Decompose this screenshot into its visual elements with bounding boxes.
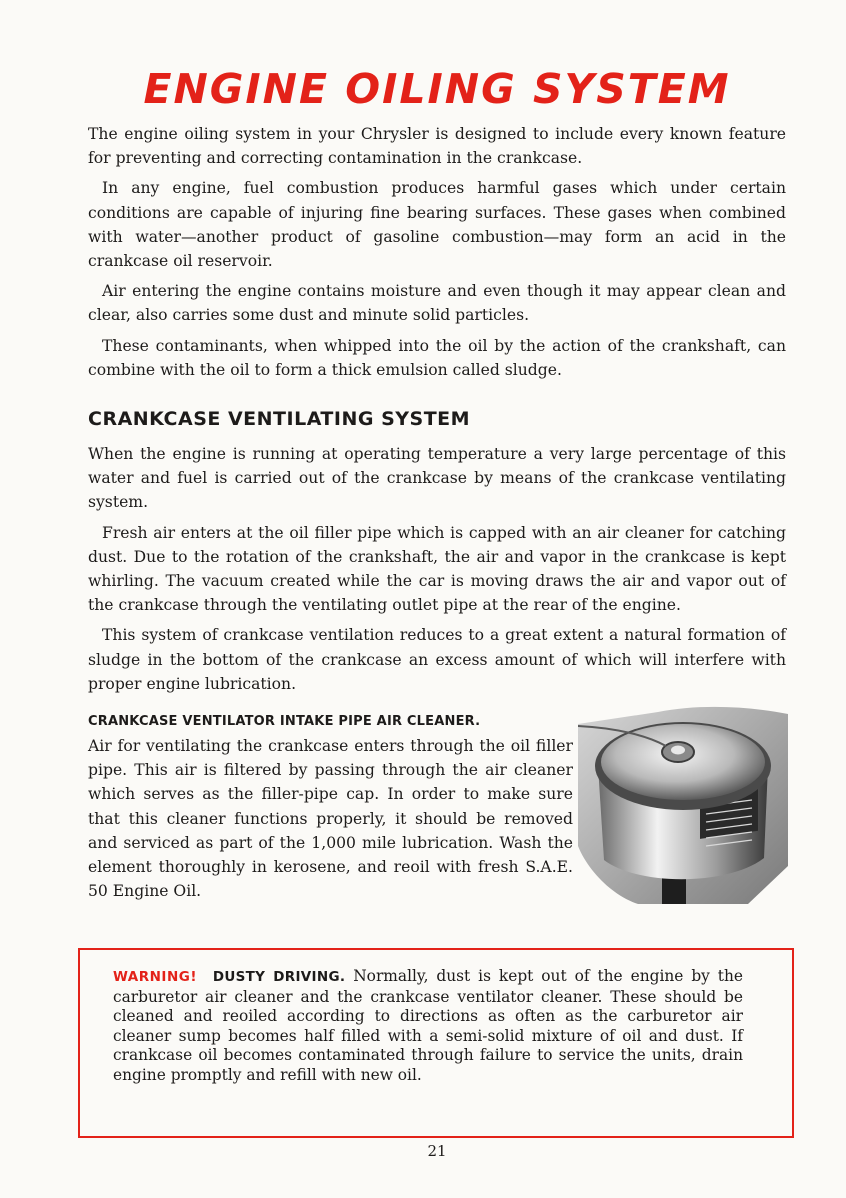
section-heading-ventilating: CRANKCASE VENTILATING SYSTEM [88, 408, 471, 431]
intake-cleaner-body: Air for ventilating the crankcase enters through the oil filler pipe. This air is filtered by passing through the air cleaner which serves as the filler-pipe cap. In order to make sure that this cleaner functions properly, it should be removed and serviced as part of the 1,000 mile lubrication. Wash the element thoroughly in kerosene, and reoil with fresh S.A.E. 50 Engine Oil. [88, 737, 573, 901]
intro-paragraph: Air entering the engine contains moisture and even though it may appear clean and clear, also carries some dust and minute solid particles. [88, 282, 786, 325]
warning-text [113, 967, 743, 1085]
page-title: ENGINE OILING SYSTEM [143, 65, 731, 113]
intro-section [88, 122, 786, 382]
intake-cleaner-text [88, 710, 573, 903]
intro-paragraph: These contaminants, when whipped into the oil by the action of the crankshaft, can combine with the oil to form a thick emulsion called sludge. [88, 336, 786, 379]
ventilating-section [88, 442, 786, 696]
intake-cleaner-section [88, 710, 786, 906]
ventilating-paragraph: Fresh air enters at the oil filler pipe which is capped with an air cleaner for catching dust. Due to the rotation of the crankshaft, the air and vapor in the crankcase is kept whirling. The vacuum created while the car is moving draws the air and vapor out of the crankcase through the ventilating outlet pipe at the rear of the engine. [88, 523, 786, 615]
warning-box [78, 948, 794, 1138]
intro-paragraph: In any engine, fuel combustion produces harmful gases which under certain conditions are capable of injuring fine bearing surfaces. These gases when combined with water—another product of gasoline combustion—may form an acid in the crankcase oil reservoir. [88, 179, 786, 271]
air-cleaner-photo [578, 696, 788, 904]
ventilating-paragraph: When the engine is running at operating temperature a very large percentage of this water and fuel is carried out of the crankcase by means of the crankcase ventilating system. [88, 445, 786, 512]
page-number: 21 [427, 1142, 447, 1160]
intro-paragraph: The engine oiling system in your Chrysler is designed to include every known feature for preventing and correcting contamination in the crankcase. [88, 125, 786, 168]
warning-body: Normally, dust is kept out of the engine by the carburetor air cleaner and the crankcase ventilator cleaner. These should be cleaned and reoiled according to directions as often as the carburetor air cleaner sump becomes half filled with a semi-solid mixture of oil and dust. If crankcase oil becomes contaminated through failure to service the units, drain engine promptly and refill with new oil. [113, 967, 744, 1084]
intake-cleaner-heading: CRANKCASE VENTILATOR INTAKE PIPE AIR CLEANER. [88, 714, 481, 730]
manual-page [88, 60, 786, 1160]
warning-label: WARNING! [113, 969, 197, 985]
warning-topic: DUSTY DRIVING. [212, 969, 346, 985]
ventilating-paragraph: This system of crankcase ventilation reduces to a great extent a natural formation of sludge in the bottom of the crankcase an excess amount of which will interfere with proper engine lubrication. [88, 626, 786, 693]
